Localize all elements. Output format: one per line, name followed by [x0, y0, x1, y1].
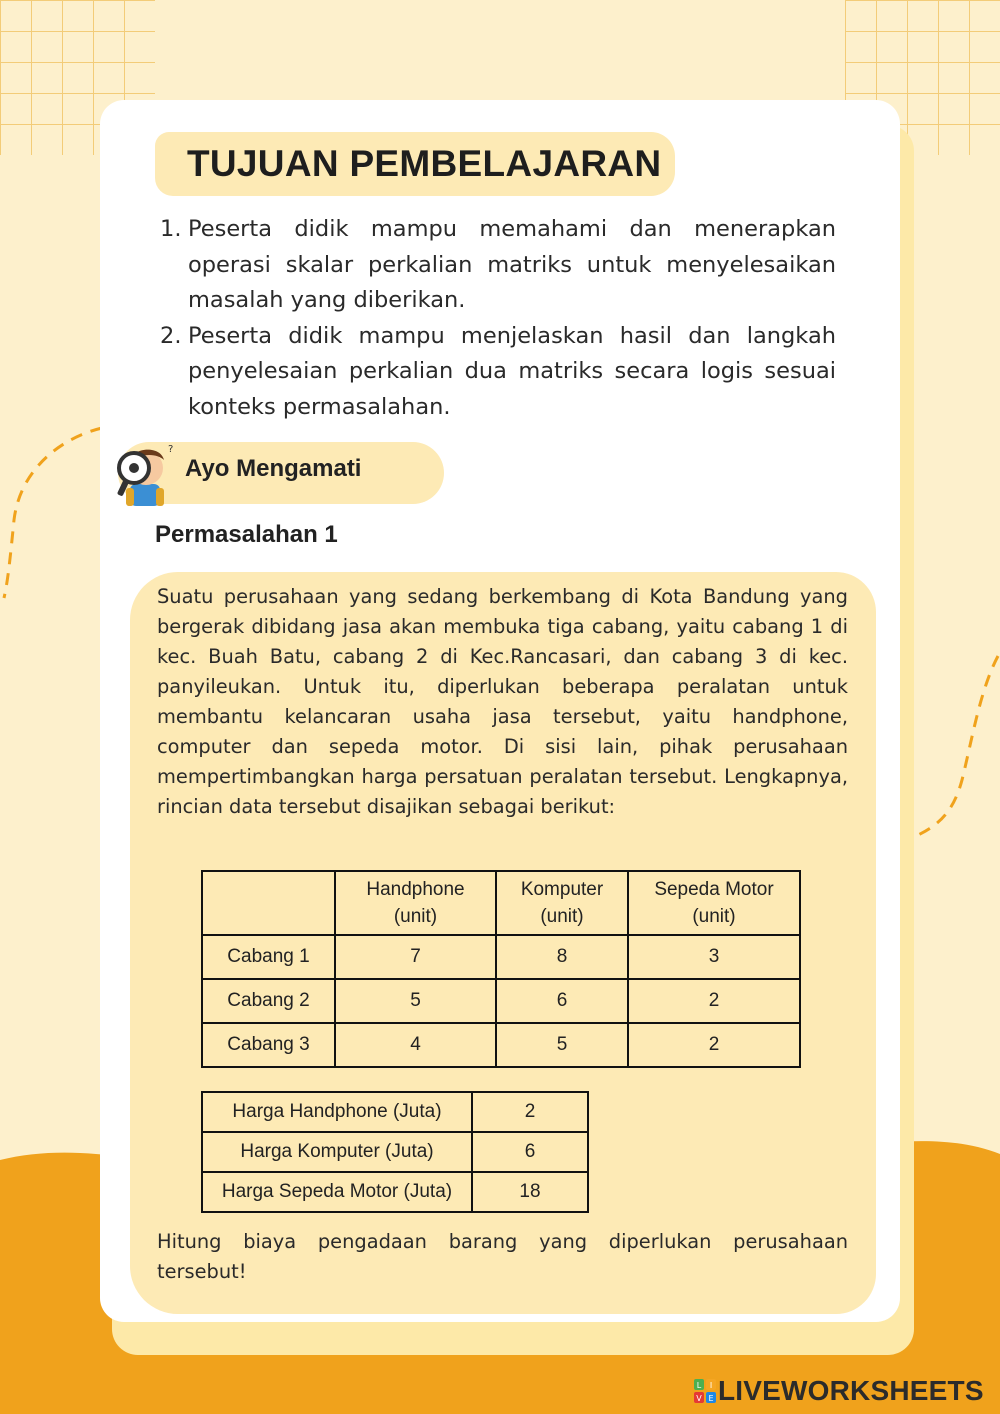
problem-title: Permasalahan 1	[155, 521, 338, 548]
price-value: 2	[472, 1092, 588, 1132]
table-cell: 6	[496, 979, 628, 1023]
dashed-curve-left	[0, 420, 110, 600]
dashed-curve-right	[910, 650, 1000, 840]
table-row	[202, 1023, 800, 1067]
price-label: Harga Sepeda Motor (Juta)	[202, 1172, 472, 1212]
table-cell: 4	[335, 1023, 496, 1067]
table-cell: 2	[628, 979, 800, 1023]
header-line: Sepeda Motor	[654, 879, 774, 900]
logo-letter: E	[708, 1394, 714, 1403]
learning-objectives-list	[160, 212, 836, 425]
units-table-header-row	[202, 871, 800, 935]
price-table	[201, 1091, 589, 1213]
units-table-header	[628, 871, 800, 935]
observe-section-label: Ayo Mengamati	[185, 455, 362, 482]
magnifier-kid-icon	[112, 440, 178, 506]
units-table-header	[496, 871, 628, 935]
objective-text: Peserta didik mampu menjelaskan hasil dan langkah penyelesaian perkalian dua matriks secara logis sesuai konteks permasalahan.	[188, 322, 836, 420]
liveworksheets-logo-icon	[694, 1379, 716, 1403]
table-cell: 5	[496, 1023, 628, 1067]
table-row	[202, 1172, 588, 1212]
table-cell: 7	[335, 935, 496, 979]
objective-item	[160, 319, 836, 426]
table-cell: 5	[335, 979, 496, 1023]
objective-text: Peserta didik mampu memahami dan menerapkan operasi skalar perkalian matriks untuk menyelesaikan masalah yang diberikan.	[188, 216, 836, 313]
table-cell: 8	[496, 935, 628, 979]
table-row	[202, 935, 800, 979]
units-table-header	[335, 871, 496, 935]
objective-item	[160, 212, 836, 319]
objective-number: 2.	[160, 322, 182, 349]
problem-description: Suatu perusahaan yang sedang berkembang di Kota Bandung yang bergerak dibidang jasa akan membuka tiga cabang, yaitu cabang 1 di kec. Buah Batu, cabang 2 di Kec.Rancasari, dan cabang 3 di kec. panyileukan. Untuk itu, diperlukan beberapa peralatan untuk membantu kelancaran usaha jasa tersebut, yaitu handphone, computer dan sepeda motor. Di sisi lain, pihak perusahaan mempertimbangkan harga persatuan peralatan tersebut. Lengkapnya, rincian data tersebut disajikan sebagai berikut:	[157, 585, 848, 818]
brand-name: LIVEWORKSHEETS	[718, 1375, 984, 1406]
price-value: 6	[472, 1132, 588, 1172]
problem-question: Hitung biaya pengadaan barang yang diperlukan perusahaan tersebut!	[157, 1230, 848, 1283]
price-value: 18	[472, 1172, 588, 1212]
row-label: Cabang 3	[202, 1023, 335, 1067]
header-line: (unit)	[540, 906, 584, 927]
logo-letter: V	[696, 1394, 702, 1403]
price-label: Harga Handphone (Juta)	[202, 1092, 472, 1132]
units-table-corner-cell	[202, 871, 335, 935]
header-line: Handphone	[366, 879, 465, 900]
svg-text:?: ?	[168, 444, 174, 455]
table-cell: 3	[628, 935, 800, 979]
table-row	[202, 1092, 588, 1132]
header-line: Komputer	[520, 879, 604, 900]
page-title: TUJUAN PEMBELAJARAN	[187, 143, 662, 184]
row-label: Cabang 2	[202, 979, 335, 1023]
table-row	[202, 1132, 588, 1172]
objective-number: 1.	[160, 216, 182, 242]
header-line: (unit)	[692, 906, 736, 927]
header-line: (unit)	[393, 906, 438, 927]
units-table	[201, 870, 801, 1068]
logo-letter: L	[696, 1381, 702, 1390]
logo-letter: I	[709, 1381, 713, 1390]
liveworksheets-brand[interactable]	[694, 1373, 984, 1409]
row-label: Cabang 1	[202, 935, 335, 979]
table-row	[202, 979, 800, 1023]
price-label: Harga Komputer (Juta)	[202, 1132, 472, 1172]
table-cell: 2	[628, 1023, 800, 1067]
